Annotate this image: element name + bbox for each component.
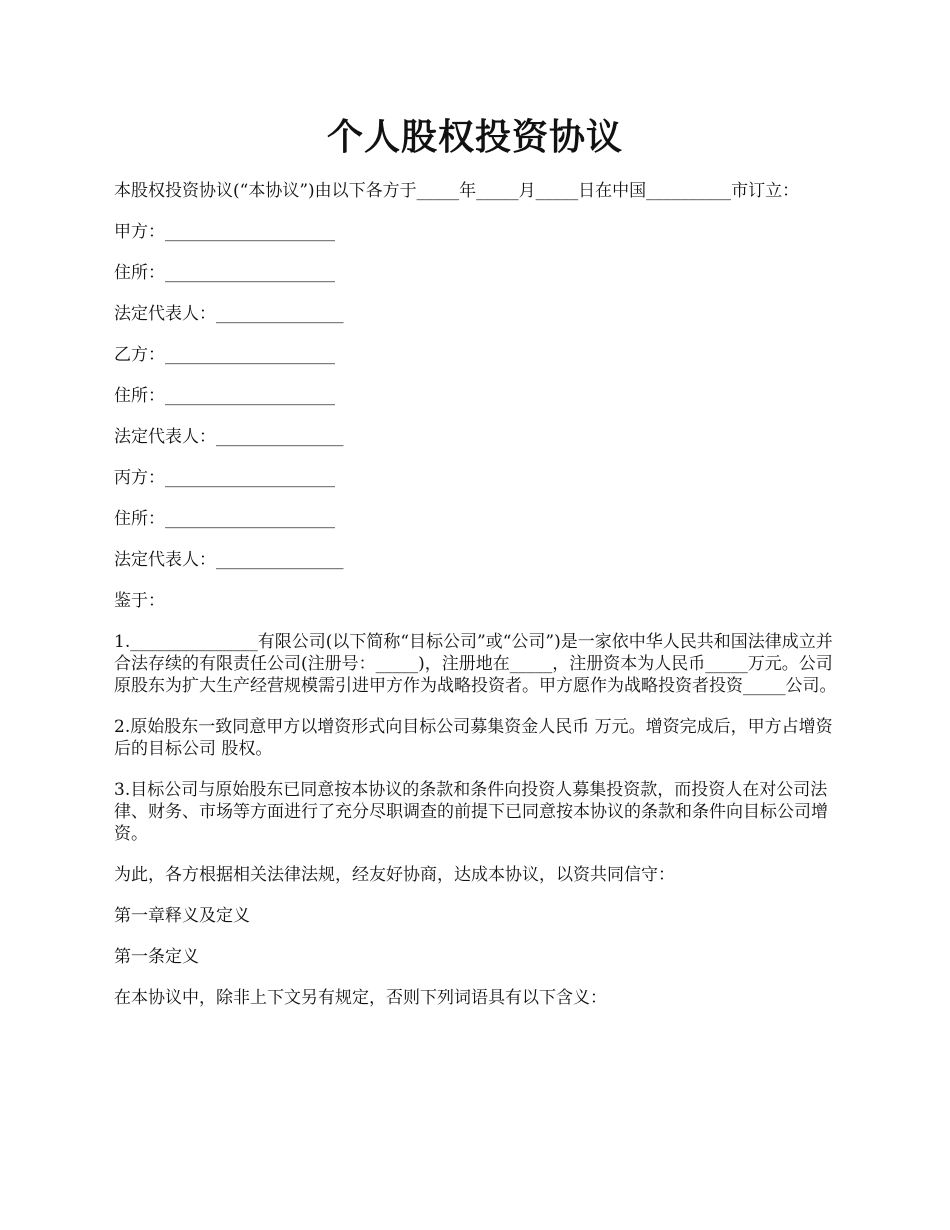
definition-intro: 在本协议中，除非上下文另有规定，否则下列词语具有以下含义： <box>114 988 607 1008</box>
conclusion-paragraph: 为此，各方根据相关法律法规，经友好协商，达成本协议，以资共同信守： <box>114 865 675 885</box>
party-c-representative-line <box>114 549 840 571</box>
field-label: 住所： <box>114 386 165 406</box>
party-c-line <box>114 467 840 489</box>
field-blank: ____________________ <box>165 222 335 242</box>
document-body <box>114 180 840 1028</box>
field-label: 住所： <box>114 263 165 283</box>
field-blank: ____________________ <box>165 345 335 365</box>
field-label: 甲方： <box>114 222 165 242</box>
recital-1: 1._______________有限公司(以下简称“目标公司”或“公司”)是一家依中华人民共和国法律成立并合法存续的有限责任公司(注册号：_____)，注册地在_____，注册资本为人民币_____万元。公司原股东为扩大生产经营规模需引进甲方作为战略投资者。甲方愿作为战略投资者投资_____公司。 <box>114 632 837 696</box>
party-b-representative-line <box>114 426 840 448</box>
field-label: 住所： <box>114 509 165 529</box>
party-b-address-line <box>114 385 840 407</box>
chapter-heading: 第一章释义及定义 <box>114 906 250 926</box>
field-blank: ____________________ <box>165 263 335 283</box>
article-heading: 第一条定义 <box>114 947 199 967</box>
recital-2: 2.原始股东一致同意甲方以增资形式向目标公司募集资金人民币 万元。增资完成后，甲方占增资后的目标公司 股权。 <box>114 717 833 759</box>
party-a-line <box>114 221 840 243</box>
field-label: 丙方： <box>114 468 165 488</box>
field-blank: ____________________ <box>165 509 335 529</box>
field-blank: ____________________ <box>165 468 335 488</box>
field-label: 乙方： <box>114 345 165 365</box>
party-a-representative-line <box>114 303 840 325</box>
party-c-address-line <box>114 508 840 530</box>
field-blank: _______________ <box>216 427 344 447</box>
field-blank: _______________ <box>216 304 344 324</box>
field-blank: _______________ <box>216 550 344 570</box>
whereas-heading: 鉴于： <box>114 591 165 611</box>
field-blank: ____________________ <box>165 386 335 406</box>
field-label: 法定代表人： <box>114 304 216 324</box>
field-label: 法定代表人： <box>114 427 216 447</box>
recital-3: 3.目标公司与原始股东已同意按本协议的条款和条件向投资人募集投资款，而投资人在对公司法律、财务、市场等方面进行了充分尽职调查的前提下已同意按本协议的条款和条件向目标公司增资。 <box>114 780 828 844</box>
party-b-line <box>114 344 840 366</box>
document-title: 个人股权投资协议 <box>326 116 623 158</box>
intro-paragraph: 本股权投资协议(“本协议”)由以下各方于_____年_____月_____日在中国__________市订立： <box>114 181 800 201</box>
field-label: 法定代表人： <box>114 550 216 570</box>
party-a-address-line <box>114 262 840 284</box>
